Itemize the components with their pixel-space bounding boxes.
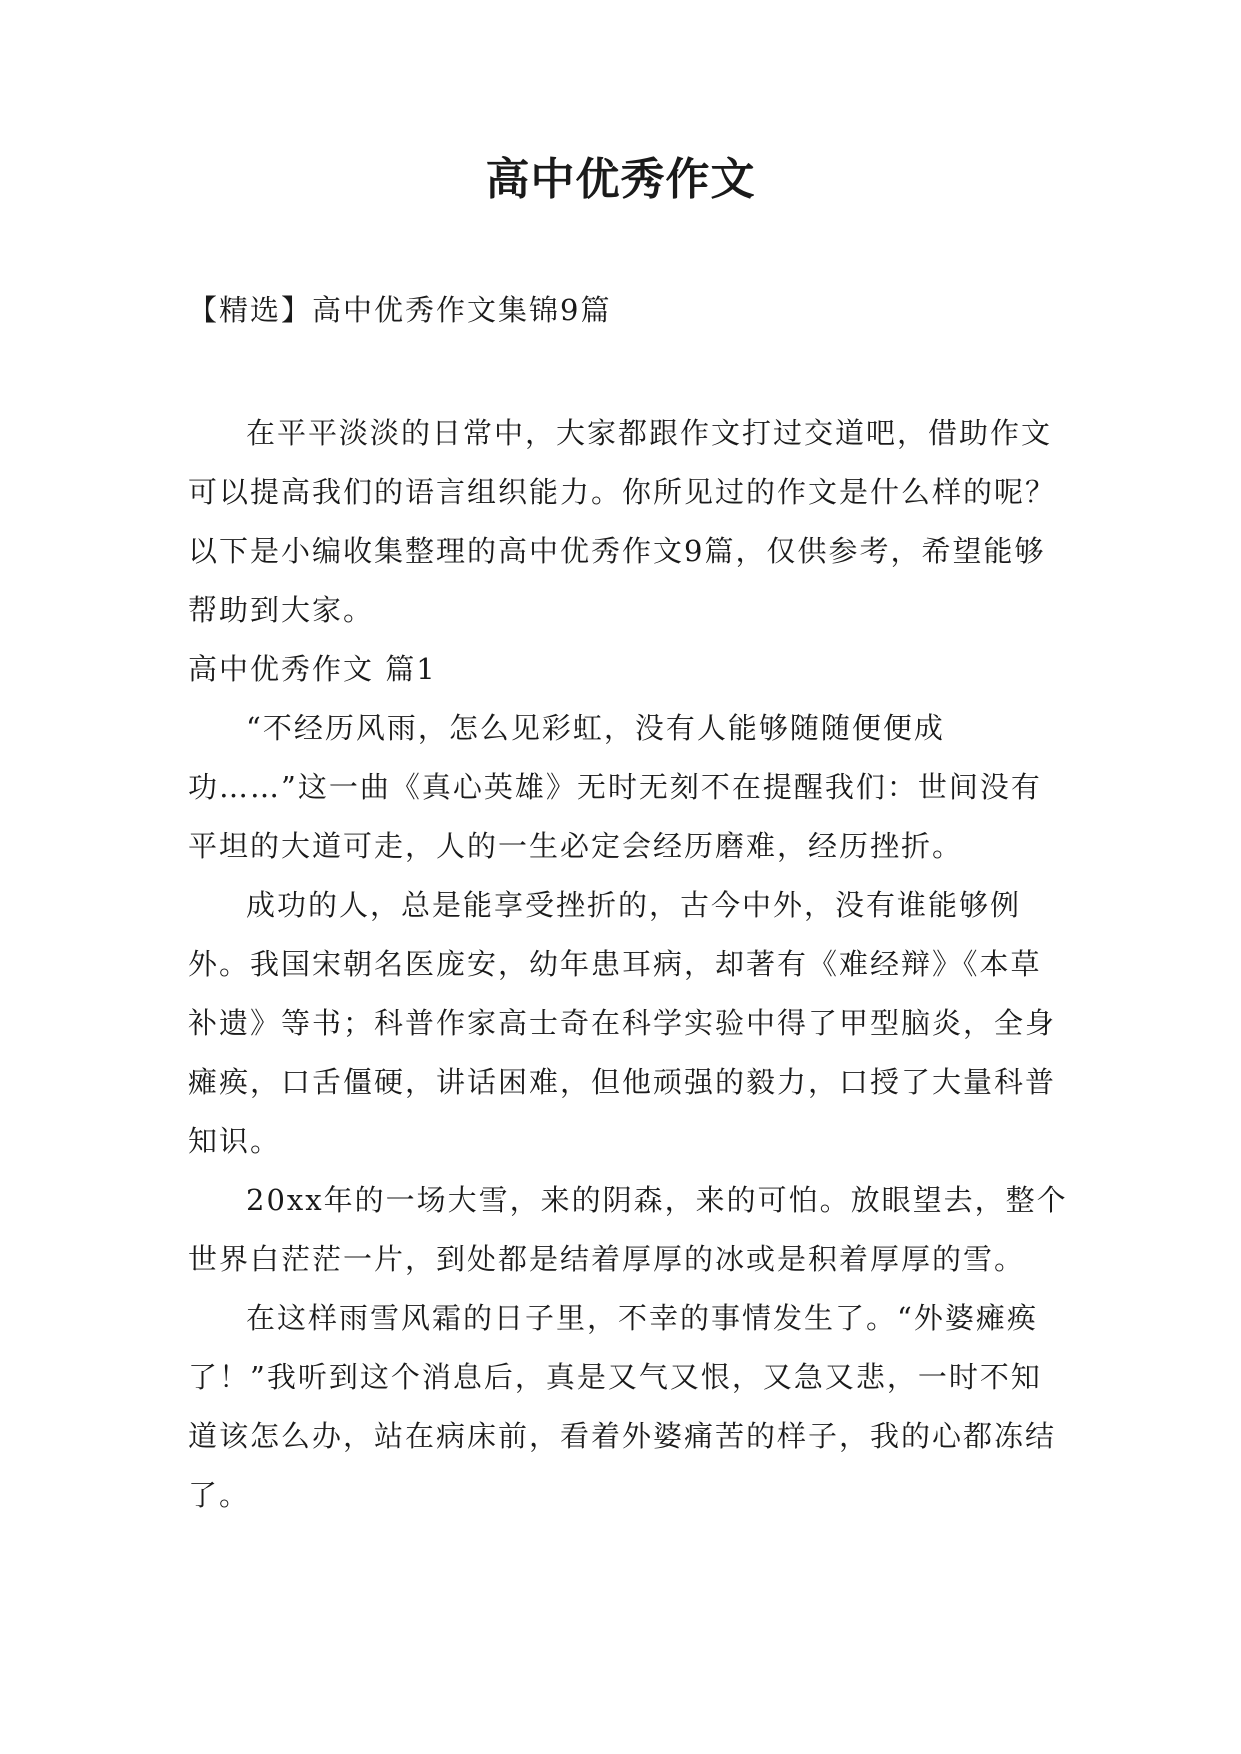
body-paragraph-3: 20xx年的一场大雪，来的阴森，来的可怕。放眼望去，整个世界白茫茫一片，到处都是结着厚厚的冰或是积着厚厚的雪。 (188, 1183, 1068, 1276)
body-paragraph-1: “不经历风雨，怎么见彩虹，没有人能够随随便便成功……”这一曲《真心英雄》无时无刻不在提醒我们：世间没有平坦的大道可走，人的一生必定会经历磨难，经历挫折。 (188, 711, 1042, 863)
document-body (188, 404, 1068, 1525)
section-heading: 高中优秀作文 篇1 (188, 652, 437, 686)
document-title: 高中优秀作文 (485, 154, 756, 205)
intro-paragraph: 在平平淡淡的日常中，大家都跟作文打过交道吧，借助作文可以提高我们的语言组织能力。你所见过的作文是什么样的呢？以下是小编收集整理的高中优秀作文9篇，仅供参考，希望能够帮助到大家。 (188, 416, 1057, 627)
body-paragraph-2: 成功的人，总是能享受挫折的，古今中外，没有谁能够例外。我国宋朝名医庞安，幼年患耳病，却著有《难经辩》《本草补遗》等书；科普作家高士奇在科学实验中得了甲型脑炎，全身瘫痪，口舌僵硬，讲话困难，但他顽强的毅力，口授了大量科普知识。 (188, 888, 1057, 1158)
document-subtitle: 【精选】高中优秀作文集锦9篇 (188, 293, 612, 327)
body-paragraph-4: 在这样雨雪风霜的日子里，不幸的事情发生了。“外婆瘫痪了！”我听到这个消息后，真是又气又恨，又急又悲，一时不知道该怎么办，站在病床前，看着外婆痛苦的样子，我的心都冻结了。 (188, 1301, 1057, 1512)
